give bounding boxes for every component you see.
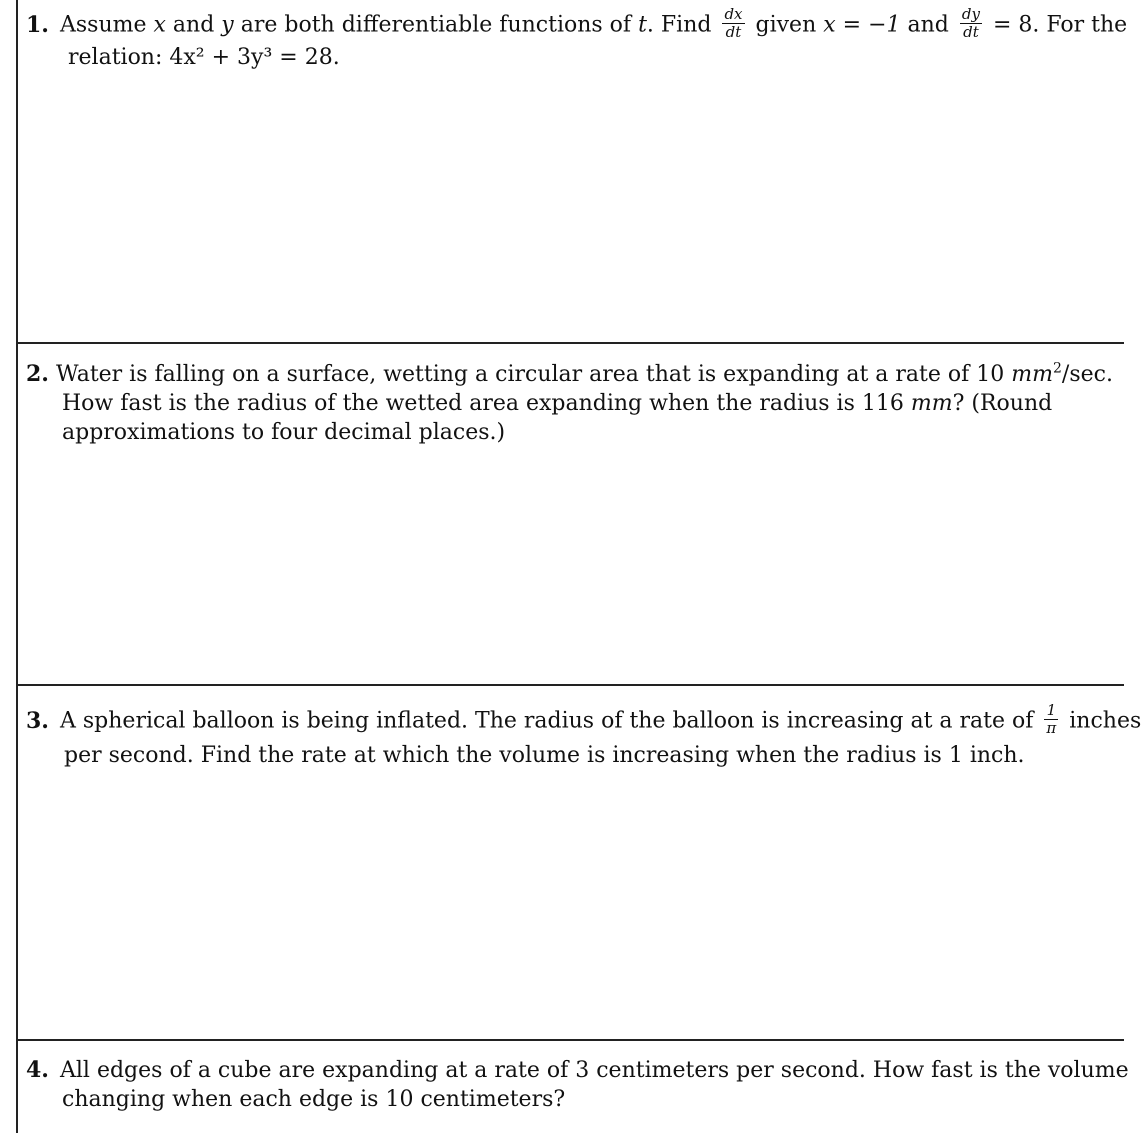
fraction-dy-dt [960, 6, 982, 41]
problem-2-text: /sec. [1061, 362, 1113, 387]
var-y: y [221, 12, 234, 38]
problem-4 [26, 1056, 1129, 1114]
problem-2-text: How fast is the radius of the wetted area expanding when the radius is 116 [62, 391, 911, 416]
problem-1-text: Assume [60, 12, 154, 38]
fraction-dx-dt [722, 6, 744, 41]
relation-equation: 4x² + 3y³ = 28 [169, 45, 333, 70]
divider-2 [16, 684, 1124, 686]
problem-3-text: inches [1062, 708, 1141, 734]
problem-2-line-2 [26, 389, 1116, 418]
fraction-denominator: dt [725, 23, 742, 41]
fraction-numerator: dy [961, 5, 980, 23]
problem-1-line-1 [26, 5, 1128, 43]
problem-2-number: 2. [26, 361, 49, 387]
problem-1-line-2 [26, 43, 1116, 72]
left-margin-rule [16, 0, 18, 1133]
problem-1-text: and [900, 12, 956, 38]
divider-3 [16, 1039, 1124, 1041]
problem-4-line-1 [26, 1056, 1129, 1085]
fraction-numerator: dx [724, 5, 743, 23]
fraction-denominator: dt [963, 23, 979, 41]
problem-4-text: changing when each edge is 10 centimeters? [62, 1087, 566, 1112]
problem-2-text: Water is falling on a surface, wetting a circular area that is expanding at a rate of 10 [56, 362, 1012, 387]
problem-3-line-2 [26, 741, 1116, 770]
problem-1-text: . Find [646, 12, 719, 38]
fraction-denominator: π [1046, 719, 1057, 737]
problem-3-number: 3. [26, 707, 49, 734]
problem-3-line-1 [26, 701, 1141, 739]
problem-3 [26, 701, 1141, 770]
problem-2-text: approximations to four decimal places.) [62, 420, 506, 445]
problem-2-text: ? (Round [952, 391, 1053, 416]
var-x: x [153, 12, 166, 38]
condition-x: x = −1 [823, 12, 901, 38]
divider-1 [16, 342, 1124, 344]
unit-mm: mm [910, 391, 953, 416]
problem-1-text: = 8. For the [985, 12, 1128, 38]
fraction-numerator: 1 [1044, 702, 1058, 720]
problem-1 [26, 5, 1128, 72]
problem-1-text: . [332, 45, 340, 70]
problem-2 [26, 360, 1116, 447]
problem-1-text: are both differentiable functions of [233, 12, 639, 38]
problem-1-text: given [748, 12, 824, 38]
problem-2-line-3 [26, 418, 1116, 447]
fraction-one-over-pi [1044, 702, 1058, 737]
problem-4-text: All edges of a cube are expanding at a rate of 3 centimeters per second. How fast is the volume [60, 1058, 1129, 1083]
problem-1-text: and [165, 12, 222, 38]
problem-3-text: per second. Find the rate at which the volume is increasing when the radius is 1 inch. [64, 743, 1025, 768]
problem-2-line-1 [26, 360, 1116, 389]
unit-mm: mm [1011, 362, 1053, 387]
problem-4-number: 4. [26, 1057, 49, 1083]
problem-1-number: 1. [26, 11, 49, 38]
var-t: t [638, 12, 647, 38]
squared-exponent: 2 [1053, 360, 1062, 377]
problem-3-text: A spherical balloon is being inflated. The radius of the balloon is increasing at a rate of [60, 708, 1041, 734]
problem-1-text: relation: [68, 45, 170, 70]
problem-4-line-2 [26, 1085, 1116, 1114]
